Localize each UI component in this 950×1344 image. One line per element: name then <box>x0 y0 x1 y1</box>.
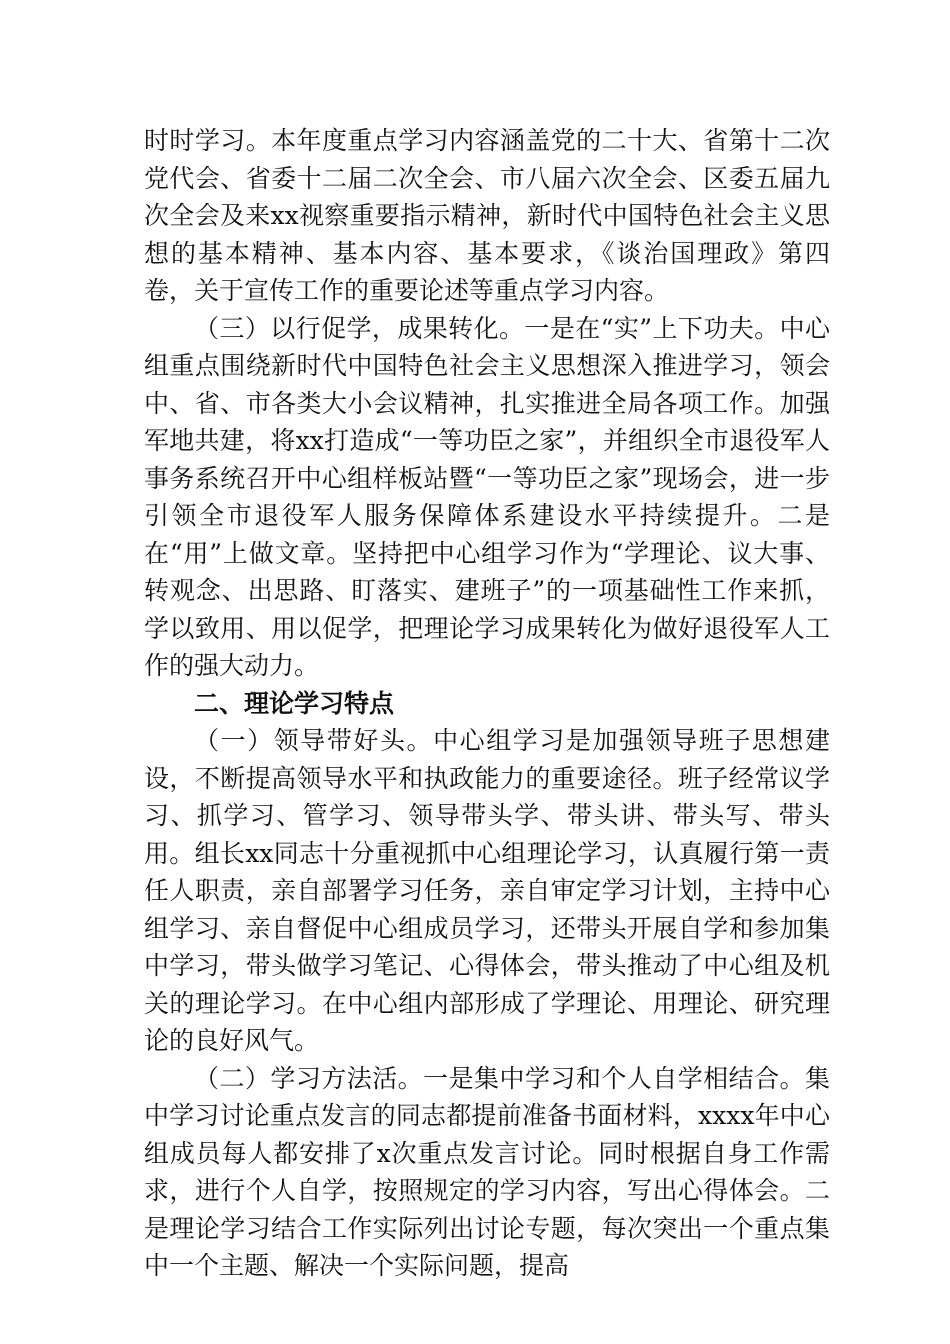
paragraph-continuation: 时时学习。本年度重点学习内容涵盖党的二十大、省第十二次党代会、省委十二届二次全会、市八届六次全会、区委五届九次全会及来xx视察重要指示精神，新时代中国特色社会主义思想的基本精神、基本内容、基本要求，《谈治国理政》第四卷，关于宣传工作的重要论述等重点学习内容。 <box>144 126 830 305</box>
document-body <box>144 122 830 1285</box>
paragraph-subsection-2: （二）学习方法活。一是集中学习和个人自学相结合。集中学习讨论重点发言的同志都提前准备书面材料，xxxx年中心组成员每人都安排了x次重点发言讨论。同时根据自身工作需求，进行个人自学，按照规定的学习内容，写出心得体会。二是理论学习结合工作实际列出讨论专题，每次突出一个重点集中一个主题、解决一个实际问题，提高 <box>144 1063 830 1280</box>
paragraph-subsection-1: （一）领导带好头。中心组学习是加强领导班子思想建设，不断提高领导水平和执政能力的重要途径。班子经常议学习、抓学习、管学习、领导带头学、带头讲、带头写、带头用。组长xx同志十分重视抓中心组理论学习，认真履行第一责任人职责，亲自部署学习任务，亲自审定学习计划，主持中心组学习、亲自督促中心组成员学习，还带头开展自学和参加集中学习，带头做学习笔记、心得体会，带头推动了中心组及机关的理论学习。在中心组内部形成了学理论、用理论、研究理论的良好风气。 <box>144 726 830 1055</box>
section-heading-2: 二、理论学习特点 <box>194 688 395 718</box>
paragraph-section-3: （三）以行促学，成果转化。一是在“实”上下功夫。中心组重点围绕新时代中国特色社会主义思想深入推进学习，领会中、省、市各类大小会议精神，扎实推进全局各项工作。加强军地共建，将xx打造成“一等功臣之家”，并组织全市退役军人事务系统召开中心组样板站暨“一等功臣之家”现场会，进一步引领全市退役军人服务保障体系建设水平持续提升。二是在“用”上做文章。坚持把中心组学习作为“学理论、议大事、转观念、出思路、盯落实、建班子”的一项基础性工作来抓，学以致用、用以促学，把理论学习成果转化为做好退役军人工作的强大动力。 <box>144 313 830 680</box>
